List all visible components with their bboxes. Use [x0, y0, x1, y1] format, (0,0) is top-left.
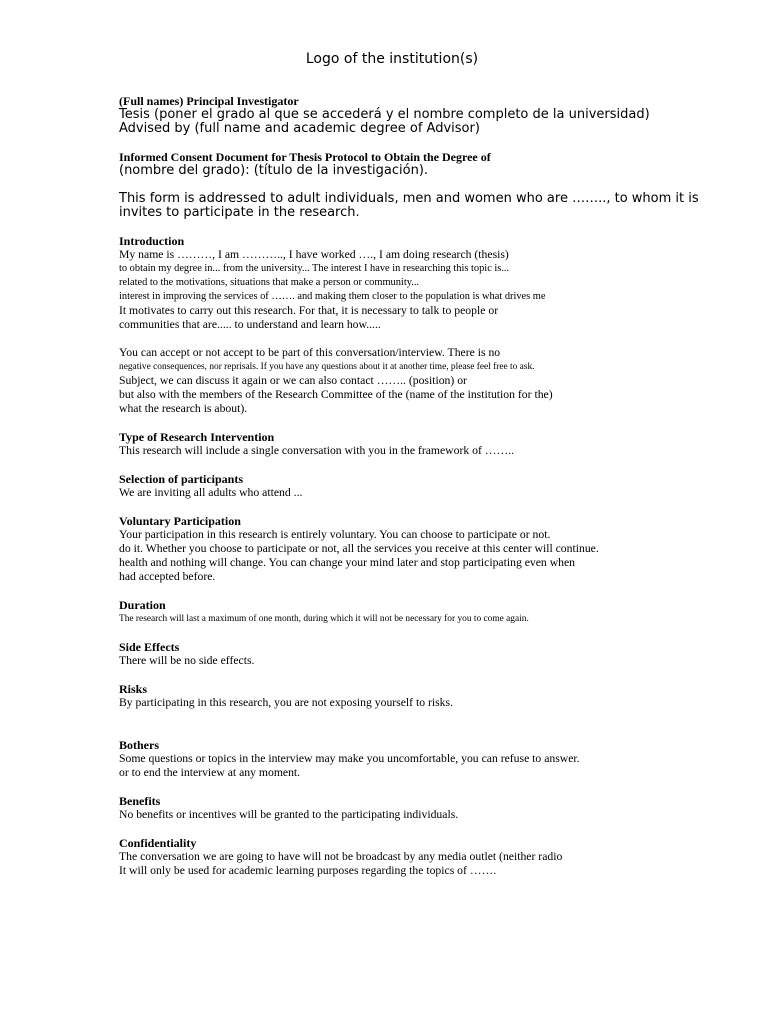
section-type-of-intervention [119, 430, 639, 458]
section-heading: Introduction [119, 234, 185, 248]
document-title-block [119, 150, 639, 178]
paragraph-line: to obtain my degree in... from the university... The interest I have in researching this topic is... [119, 263, 510, 274]
paragraph-line: related to the motivations, situations that make a person or community... [119, 277, 420, 288]
paragraph-line: The conversation we are going to have will not be broadcast by any media outlet (neither radio [119, 850, 563, 863]
section-heading: Confidentiality [119, 836, 197, 850]
paragraph-line: There will be no side effects. [119, 654, 255, 667]
section-duration [119, 598, 639, 626]
header-block [119, 94, 650, 136]
paragraph-line: communities that are..... to understand and learn how..... [119, 318, 381, 331]
section-heading: Side Effects [119, 640, 180, 654]
paragraph-line: Subject, we can discuss it again or we can also contact …….. (position) or [119, 374, 467, 387]
section-heading: Duration [119, 598, 166, 612]
form-intro [119, 191, 699, 220]
section-heading: Bothers [119, 738, 159, 752]
form-intro-line: This form is addressed to adult individuals, men and women who are …….., to whom it is [119, 191, 699, 206]
section-bothers [119, 738, 639, 780]
section-introduction [119, 234, 639, 332]
paragraph-line: health and nothing will change. You can change your mind later and stop participating even when [119, 556, 576, 569]
paragraph-line: negative consequences, nor reprisals. If you have any questions about it at another time, please feel free to ask. [119, 362, 535, 372]
paragraph-line: It will only be used for academic learning purposes regarding the topics of ……. [119, 864, 497, 877]
paragraph-line: what the research is about). [119, 402, 248, 415]
paragraph-line: My name is ………, I am ……….., I have worked …., I am doing research (thesis) [119, 248, 509, 261]
section-heading: Benefits [119, 794, 161, 808]
section-confidentiality [119, 836, 639, 878]
paragraph-line: This research will include a single conversation with you in the framework of …….. [119, 444, 514, 457]
paragraph-line: Your participation in this research is entirely voluntary. You can choose to participate or not. [119, 528, 551, 541]
paragraph-line: You can accept or not accept to be part of this conversation/interview. There is no [119, 346, 501, 359]
document-subtitle: (nombre del grado): (título de la investigación). [119, 163, 429, 178]
document-body [119, 94, 699, 878]
paragraph-line: The research will last a maximum of one month, during which it will not be necessary for you to come again. [119, 614, 529, 624]
paragraph-line: interest in improving the services of ……. and making them closer to the population is what drives me [119, 291, 546, 302]
section-side-effects [119, 640, 639, 668]
investigator-label: (Full names) Principal Investigator [119, 94, 299, 108]
section-selection-of-participants [119, 472, 639, 500]
document-title: Informed Consent Document for Thesis Protocol to Obtain the Degree of [119, 150, 491, 164]
section-heading: Risks [119, 682, 148, 696]
section-heading: Type of Research Intervention [119, 430, 275, 444]
section-risks [119, 682, 639, 710]
section-voluntary-participation [119, 514, 639, 584]
paragraph-line: or to end the interview at any moment. [119, 766, 301, 779]
paragraph-line: No benefits or incentives will be granted to the participating individuals. [119, 808, 459, 821]
paragraph-line: but also with the members of the Research Committee of the (name of the institution for the) [119, 388, 553, 401]
paragraph-line: Some questions or topics in the interview may make you uncomfortable, you can refuse to answer. [119, 752, 580, 765]
paragraph-line: had accepted before. [119, 570, 216, 583]
institution-logo-placeholder: Logo of the institution(s) [305, 51, 479, 67]
acceptance-paragraph [119, 346, 639, 416]
paragraph-line: By participating in this research, you are not exposing yourself to risks. [119, 696, 453, 709]
advisor-line: Advised by (full name and academic degree of Advisor) [119, 121, 480, 136]
paragraph-line: We are inviting all adults who attend ... [119, 486, 303, 499]
paragraph-line: do it. Whether you choose to participate or not, all the services you receive at this center will continue. [119, 542, 599, 555]
section-heading: Selection of participants [119, 472, 243, 486]
section-heading: Voluntary Participation [119, 514, 241, 528]
form-intro-line: invites to participate in the research. [119, 205, 360, 220]
thesis-line: Tesis (poner el grado al que se accederá y el nombre completo de la universidad) [119, 107, 650, 122]
section-benefits [119, 794, 639, 822]
paragraph-line: It motivates to carry out this research. For that, it is necessary to talk to people or [119, 304, 499, 317]
